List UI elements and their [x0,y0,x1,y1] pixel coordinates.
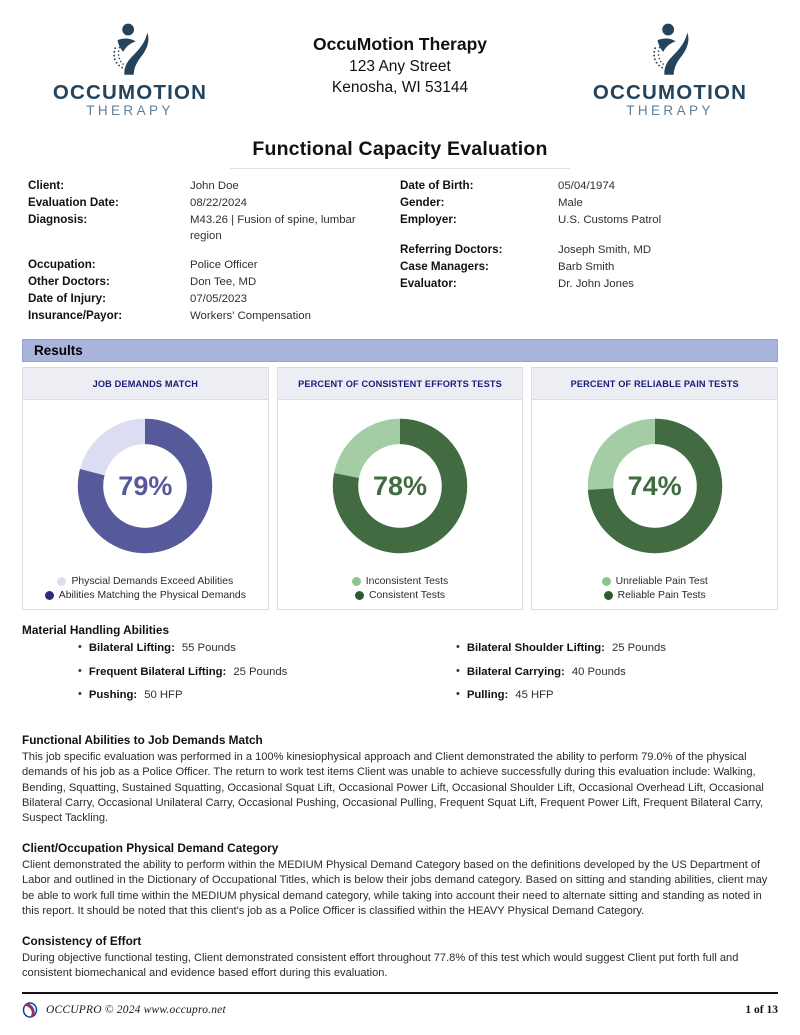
legend-item [604,590,706,601]
item-value: 25 Pounds [611,642,666,655]
footer-row [22,1002,778,1018]
material-handling-heading: Material Handling Abilities [22,623,170,638]
list-item [456,643,778,654]
legend-color-swatch [602,577,611,586]
info-label: Client: [28,179,65,192]
narrative-physical-demand-category [22,841,778,919]
material-handling-right-column [400,643,778,713]
donut-center-value: 79% [118,470,173,501]
item-value: 50 HFP [144,688,183,701]
info-row [400,178,772,195]
item-value: 45 HFP [515,688,554,701]
info-label: Other Doctors: [28,275,110,289]
material-handling-left-column [22,643,400,713]
legend-item [45,590,246,601]
donut-chart-svg [73,414,217,558]
client-info-left-column [28,178,400,325]
item-value: 25 Pounds [233,665,288,678]
person-spine-logo-icon [639,19,701,81]
legend-color-swatch [352,577,361,586]
footer-left [22,1002,226,1018]
footer-divider [22,992,778,994]
chart-card-job-demands-match [22,367,269,610]
info-row [28,257,400,274]
narrative-body: Client demonstrated the ability to perform within the MEDIUM Physical Demand Category based on the definitions developed by the US Department of Labor and outlined in the Dictionary of Occupational Titles, which is below their jobs demand category. Based on sitting and standing abilities, client may be able to work full time within the MEDIUM physical demand category, while taking into account their need to alternate sitting and standing as noted in this report. It should be noted that this client's job as a Police Officer is classified within the HEAVY Physical Demand Category. [22,859,768,917]
narrative-heading: Client/Occupation Physical Demand Category [22,841,279,856]
person-spine-logo-icon [99,19,161,81]
legend-color-swatch [57,577,66,586]
info-row [28,178,400,195]
bullet-icon: • [78,641,82,654]
logo-wordmark: OCCUMOTION [52,80,208,104]
donut-chart [73,414,217,558]
info-row [28,212,400,244]
item-label: Bilateral Lifting: [88,642,175,655]
list-item [456,664,778,678]
clinic-address: 123 Any Street [349,57,451,75]
info-label: Evaluation Date: [28,196,119,209]
bullet-icon: • [456,664,460,677]
card-title: JOB DEMANDS MATCH [92,378,199,389]
info-row [400,259,772,276]
info-label: Evaluator: [400,277,457,290]
narrative-body: During objective functional testing, Client demonstrated consistent effort throughout 77.8% of this test which would suggest Client put forth full and consistent biomechanical and evidence based effort during this evaluation. [22,951,739,980]
footer-copyright: OCCUPRO © 2024 www.occupro.net [46,1004,226,1016]
card-title: PERCENT OF RELIABLE PAIN TESTS [570,378,739,389]
chart-legend [29,576,262,601]
card-title: PERCENT OF CONSISTENT EFFORTS TESTS [298,378,502,389]
donut-chart [328,414,472,558]
card-header [532,368,777,400]
logo-subtitle: THERAPY [626,103,714,119]
bullet-icon: • [456,687,460,700]
info-value: Male [558,197,583,209]
list-item [78,687,400,701]
info-spacer [400,229,772,242]
logo-left [30,19,230,119]
legend-label: Consistent Tests [368,590,446,602]
info-value: M43.26 | Fusion of spine, lumbar region [190,214,356,243]
narrative-functional-abilities [22,733,778,826]
card-body [532,400,777,609]
results-section-bar [22,339,778,362]
clinic-name: OccuMotion Therapy [312,34,488,55]
info-value: Barb Smith [558,261,615,273]
info-row [28,274,400,291]
legend-item [355,590,445,601]
info-label: Diagnosis: [28,213,88,226]
info-label: Case Managers: [400,260,489,273]
card-header [278,368,523,400]
donut-chart-svg [328,414,472,558]
info-row [400,276,772,293]
logo-right [570,19,770,119]
info-value: Police Officer [190,259,258,272]
donut-center-value: 74% [627,470,682,501]
donut-center-value: 78% [372,470,428,501]
info-value: 05/04/1974 [558,180,616,192]
bullet-icon: • [78,664,82,677]
chart-card-reliable-pain-tests [531,367,778,610]
results-section-label: Results [34,343,83,359]
info-row [28,195,400,212]
info-value: John Doe [190,180,239,192]
list-item [78,643,400,654]
item-label: Frequent Bilateral Lifting: [88,665,227,678]
page-footer [22,992,778,1018]
info-value: Dr. John Jones [558,278,634,290]
item-label: Pushing: [88,688,138,701]
narrative-consistency-of-effort [22,934,778,981]
legend-label: Unreliable Pain Test [615,576,708,588]
legend-item [602,576,708,587]
item-label: Pulling: [466,688,509,701]
list-item [456,687,778,701]
legend-label: Inconsistent Tests [365,576,449,588]
info-row [28,291,400,308]
legend-color-swatch [355,591,364,600]
info-row [400,242,772,259]
item-label: Bilateral Shoulder Lifting: [466,642,605,655]
info-row [28,308,400,325]
page-title: Functional Capacity Evaluation [252,138,548,160]
info-spacer [28,244,400,257]
info-label: Referring Doctors: [400,243,503,256]
info-label: Date of Birth: [400,179,474,192]
item-value: 40 Pounds [571,665,626,678]
chart-card-consistent-efforts [277,367,524,610]
logo-subtitle: THERAPY [86,103,174,119]
info-label: Gender: [400,196,445,209]
info-row [400,195,772,212]
footer-page-number: 1 of 13 [745,1004,778,1016]
info-label: Insurance/Payor: [28,309,123,323]
narrative-body: This job specific evaluation was performed in a 100% kinesiophysical approach and Client demonstrated the ability to perform 79.0% of the physical demands of his job as a Police Officer. The return to work test items Client was unable to achieve successfully during this evaluation include: Walking, Bending, Squatting, Sustained Squatting, Occasional Squat Lift, Occasional Power Lift, Occasional Shoulder Lift, Occasional Overhead Lift, Occasional Bilateral Carry, Occasional Unilateral Carry, Occasional Pushing, Occasional Pulling, Frequent Squat Lift, Frequent Power Lift, Frequent Bilateral Carry, Suspect Tackling. [22,751,764,825]
list-item [78,664,400,678]
card-body [278,400,523,609]
clinic-info [230,33,570,98]
material-handling-list [22,643,778,713]
narrative-heading: Functional Abilities to Job Demands Match [22,733,263,748]
bullet-icon: • [456,641,460,654]
legend-item [352,576,448,587]
info-value: U.S. Customs Patrol [558,214,662,226]
chart-legend [284,576,517,601]
client-info-section [0,169,800,325]
card-body [23,400,268,609]
legend-color-swatch [45,591,54,600]
card-header [23,368,268,400]
occupro-swirl-icon [22,1002,38,1018]
chart-legend [538,576,771,601]
legend-color-swatch [604,591,613,600]
clinic-city-state-zip: Kenosha, WI 53144 [331,78,469,96]
client-info-right-column [400,178,772,325]
info-value: Don Tee, MD [190,276,257,289]
info-value: 07/05/2023 [190,293,248,306]
info-label: Occupation: [28,258,96,272]
info-value: Workers' Compensation [190,310,311,323]
info-value: Joseph Smith, MD [558,244,652,256]
legend-label: Physcial Demands Exceed Abilities [71,576,234,588]
info-row [400,212,772,229]
info-value: 08/22/2024 [190,197,248,209]
donut-chart-svg [583,414,727,558]
narrative-heading: Consistency of Effort [22,933,142,948]
info-label: Employer: [400,213,457,226]
donut-chart [583,414,727,558]
results-chart-cards [22,367,778,610]
legend-item [57,576,233,587]
legend-label: Reliable Pain Tests [617,590,706,602]
legend-label: Abilities Matching the Physical Demands [58,590,246,602]
page-header [0,0,800,130]
info-label: Date of Injury: [28,292,106,306]
narrative-sections [22,733,778,981]
logo-wordmark: OCCUMOTION [592,80,748,104]
bullet-icon: • [78,687,82,700]
item-label: Bilateral Carrying: [466,665,565,678]
item-value: 55 Pounds [181,642,236,655]
